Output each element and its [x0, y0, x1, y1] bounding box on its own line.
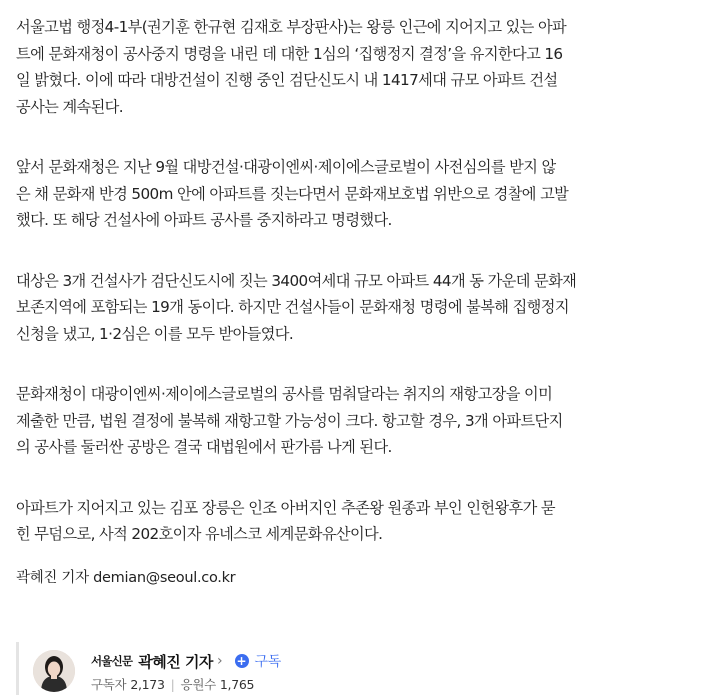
paragraph-line: 대상은 3개 건설사가 검단신도시에 짓는 3400여세대 규모 아파트 44개 동 가운데 문화재 [16, 271, 577, 290]
paragraph-line: 일 밝혔다. 이에 따라 대방건설이 진행 중인 검단신도시 내 1417세대 규모 아파트 건설 [16, 71, 558, 89]
press-logo[interactable]: 서울신문 [91, 654, 133, 668]
paragraph-line: 앞서 문화재청은 지난 9월 대방건설·대광이엔씨·제이에스글로벌이 사전심의를 받지 않 [16, 158, 556, 176]
plus-icon: + [236, 654, 247, 668]
paragraph-line: 아파트가 지어지고 있는 김포 장릉은 인조 아버지인 추존왕 원종과 부인 인헌왕후가 묻 [16, 498, 555, 517]
article-paragraph-2 [16, 154, 696, 234]
supporters-count: 1,765 [219, 677, 255, 692]
paragraph-line: 했다. 또 해당 건설사에 아파트 공사를 중지하라고 명령했다. [16, 211, 392, 229]
journalist-card-header [91, 651, 281, 671]
paragraph-line: 은 채 문화재 반경 500m 안에 아파트를 짓는다면서 문화재보호법 위반으로 경찰에 고발 [16, 184, 569, 203]
avatar-photo [33, 650, 75, 692]
article-byline: 곽혜진 기자 demian@seoul.co.kr [16, 570, 236, 586]
article-paragraph-4 [16, 381, 696, 461]
supporters-label: 응원수 [180, 677, 216, 692]
stat-divider: | [170, 677, 175, 692]
journalist-stats [91, 675, 254, 693]
article-paragraph-5 [16, 495, 696, 548]
chevron-right-icon[interactable]: › [216, 653, 223, 669]
avatar[interactable] [33, 650, 75, 692]
paragraph-line: 제출한 만큼, 법원 결정에 불복해 재항고할 가능성이 크다. 항고할 경우, 3개 아파트단지 [16, 411, 563, 430]
paragraph-line: 의 공사를 둘러싼 공방은 결국 대법원에서 판가름 나게 된다. [16, 438, 392, 456]
paragraph-line: 공사는 계속된다. [16, 97, 123, 116]
paragraph-line: 서울고법 행정4-1부(권기훈 한규현 김재호 부장판사)는 왕릉 인근에 지어지고 있는 아파 [16, 18, 567, 36]
subscribe-button[interactable] [235, 651, 281, 671]
subscribers-label: 구독자 [91, 677, 127, 692]
paragraph-line: 문화재청이 대광이엔씨·제이에스글로벌의 공사를 멈춰달라는 취지의 재항고장을 이미 [16, 385, 553, 403]
journalist-name-link[interactable]: 곽혜진 기자 [138, 652, 213, 671]
article-paragraph-1 [16, 14, 696, 120]
article-body [16, 14, 696, 582]
subscribe-label: 구독 [254, 654, 281, 670]
paragraph-line: 보존지역에 포함되는 19개 동이다. 하지만 건설사들이 문화재청 명령에 불복해 집행정지 [16, 298, 569, 316]
paragraph-line: 트에 문화재청이 공사중지 명령을 내린 데 대한 1심의 ‘집행정지 결정’을 유지한다고 16 [16, 44, 563, 63]
journalist-card [16, 642, 699, 695]
subscribers-count: 2,173 [130, 677, 165, 692]
article-paragraph-3 [16, 268, 696, 348]
paragraph-line: 신청을 냈고, 1·2심은 이를 모두 받아들였다. [16, 324, 294, 343]
paragraph-line: 힌 무덤으로, 사적 202호이자 유네스코 세계문화유산이다. [16, 525, 383, 543]
